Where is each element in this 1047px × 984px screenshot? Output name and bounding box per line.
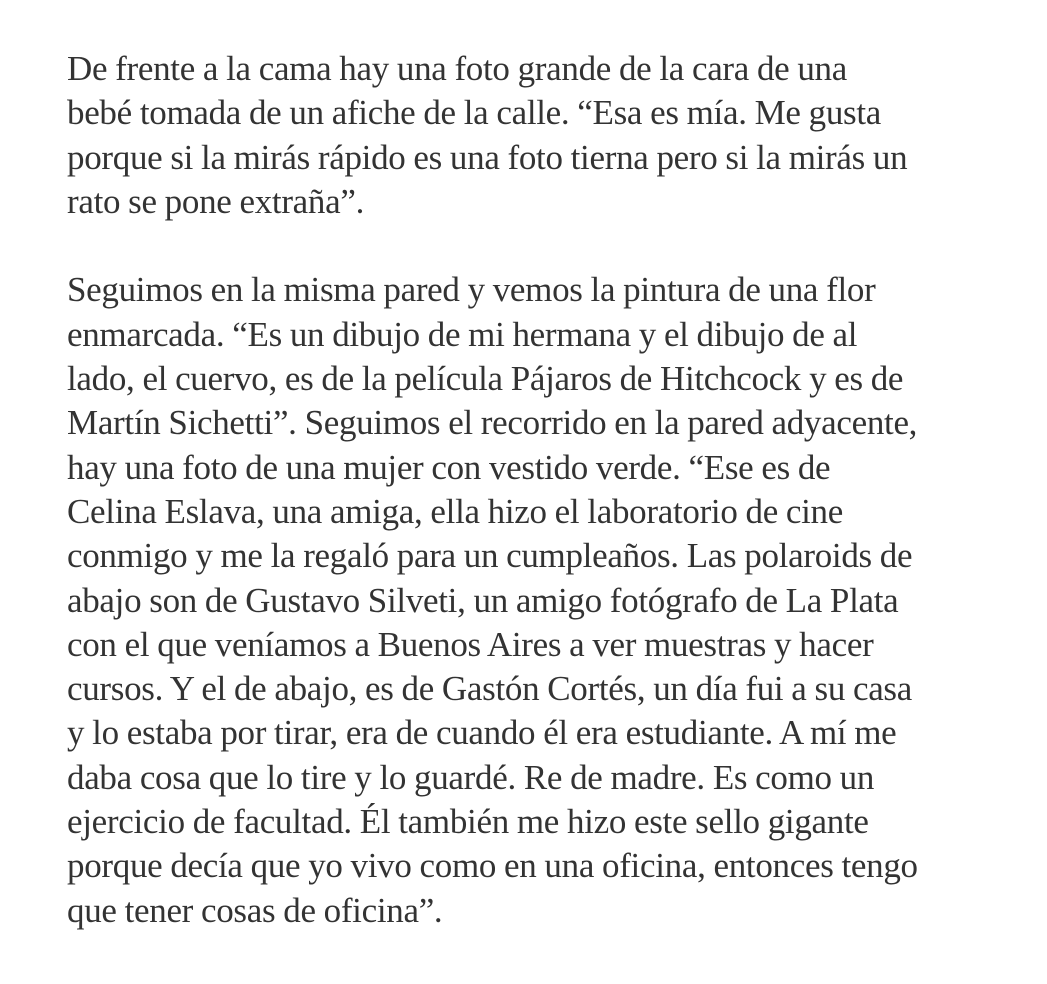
paragraph-line: que tener cosas de oficina”. (67, 890, 443, 930)
paragraph-line: y lo estaba por tirar, era de cuando él era estudiante. A mí me (67, 713, 897, 753)
paragraph-line: enmarcada. “Es un dibujo de mi hermana y el dibujo de al (67, 314, 858, 354)
paragraph-line: cursos. Y el de abajo, es de Gastón Cortés, un día fui a su casa (67, 669, 912, 709)
paragraph-line: lado, el cuervo, es de la película Pájaros de Hitchcock y es de (67, 359, 904, 399)
paragraph-line: Martín Sichetti”. Seguimos el recorrido en la pared adyacente, (67, 403, 918, 443)
paragraph-line: porque decía que yo vivo como en una oficina, entonces tengo (67, 846, 918, 886)
paragraph-line: De frente a la cama hay una foto grande de la cara de una (67, 49, 847, 88)
paragraph-line: abajo son de Gustavo Silveti, un amigo fotógrafo de La Plata (67, 580, 899, 620)
paragraph-line: bebé tomada de un afiche de la calle. “Esa es mía. Me gusta (67, 93, 881, 133)
paragraph-line: daba cosa que lo tire y lo guardé. Re de madre. Es como un (67, 757, 875, 797)
paragraph-line: rato se pone extraña”. (67, 181, 365, 221)
paragraph-line: Celina Eslava, una amiga, ella hizo el laboratorio de cine (67, 491, 843, 531)
paragraph-line: conmigo y me la regaló para un cumpleaños. Las polaroids de (67, 536, 913, 576)
paragraph-line: Seguimos en la misma pared y vemos la pintura de una flor (67, 270, 876, 310)
paragraph-line: ejercicio de facultad. Él también me hizo este sello gigante (67, 802, 869, 842)
paragraph-2 (67, 268, 1007, 932)
paragraph-line: hay una foto de una mujer con vestido verde. “Ese es de (67, 447, 831, 487)
article-body (67, 47, 1007, 933)
paragraph-line: porque si la mirás rápido es una foto tierna pero si la mirás un (67, 137, 908, 177)
paragraph-1 (67, 47, 1007, 224)
paragraph-line: con el que veníamos a Buenos Aires a ver muestras y hacer (67, 624, 874, 664)
